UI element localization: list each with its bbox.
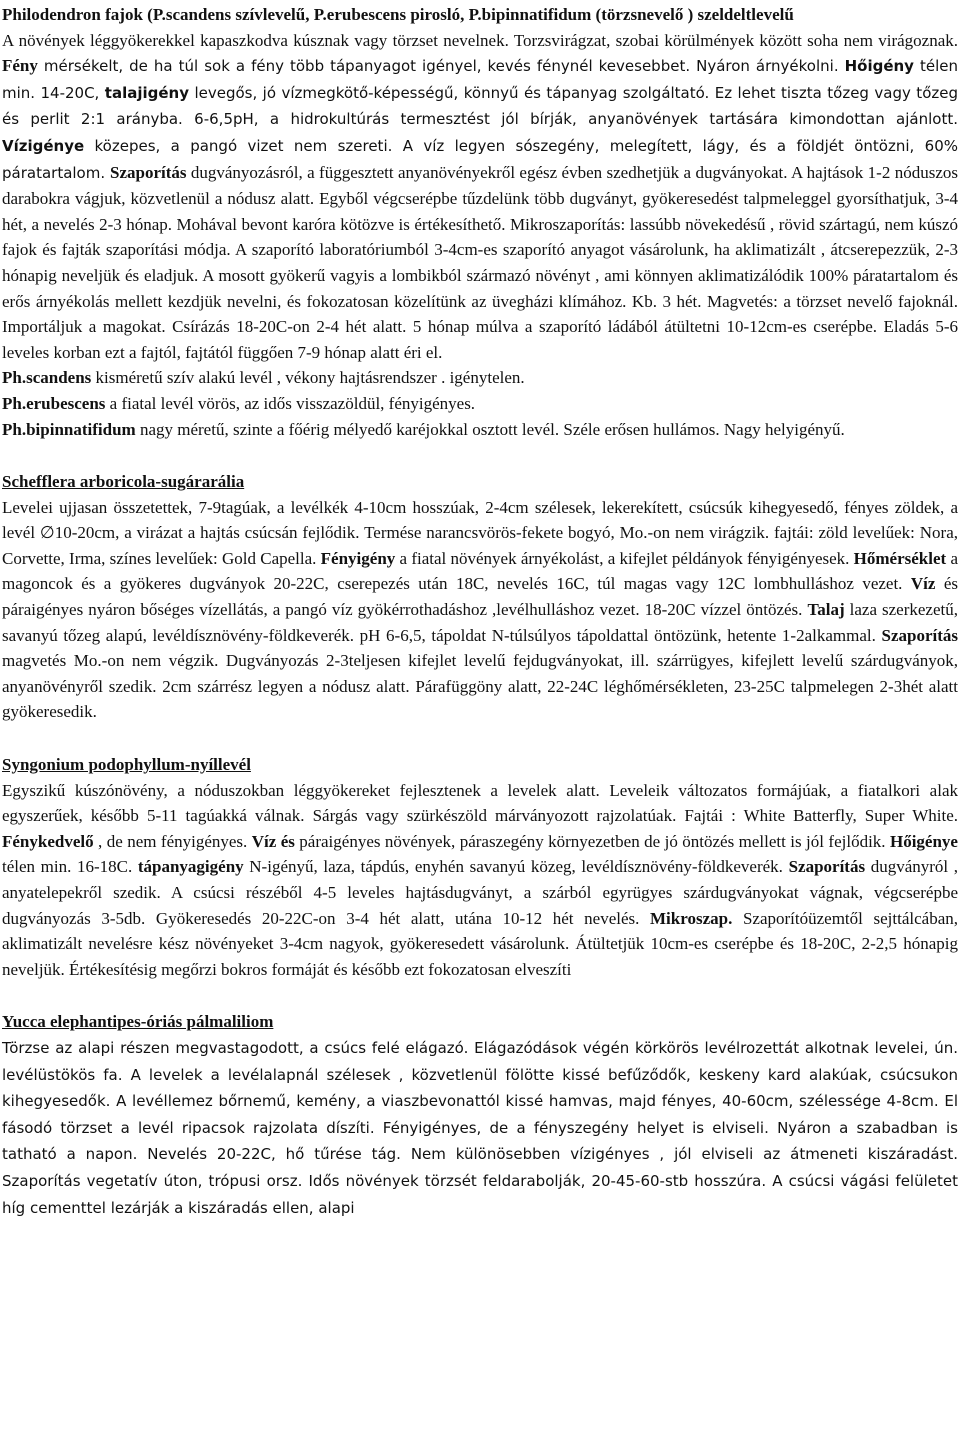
text-run: nagy méretű, szinte a főérig mélyedő karéjokkal osztott levél. Széle erősen hullámos. Nagy helyigényű.: [135, 419, 845, 439]
label-ph-scandens: Ph.scandens: [2, 368, 92, 388]
text-run: Törzse az alapi részen megvastagodott, a csúcs felé elágazó. Elágazódások végén körkörös levélrozettát alkotnak levelei, ún. levélüstökös fa. A levelek a levélalapnál szélesek , közvetlenül fölötte kissé befűződők, keskeny kard alakúak, csúcsukon kihegyesedők. A levéllemez bőrnemű, kemény, a viaszbevonattól kissé hamvas, majd fényes, 40-60cm, szélessége 4-8cm. El fásodó törzset a levél ripacsok rajzolata díszíti. Fényigényes, de a fényszegény helyet is elviseli. Nyáron a szabadban is tatható a napon. Nevelés 20-22C, hő tűrése tág. Nem különösebben vízigényes , jól elviseli az átmeneti kiszáradást. Szaporítás vegetatív úton, trópusi orsz. Idős növények törzsét feldarabolják, 20-45-60-stb hosszúra. A csúcsi vágási felületet híg cementtel lezárják a kiszáradás ellen, alapi: [2, 1038, 958, 1217]
paragraph-philodendron-main: [2, 28, 958, 366]
paragraph-syngonium: [2, 778, 958, 983]
label-viz-es: Víz és: [251, 831, 295, 851]
label-mikroszap: Mikroszap.: [650, 908, 733, 928]
label-szaporitas: Szaporítás: [788, 857, 866, 877]
text-run: télen min. 16-18C.: [2, 857, 138, 877]
label-homerseklet: Hőmérséklet: [853, 548, 947, 568]
label-szaporitas: Szaporítás: [881, 625, 958, 645]
section-spacer: [2, 725, 958, 752]
label-talajigeny: talajigény: [104, 83, 189, 102]
paragraph-ph-scandens: [2, 365, 958, 391]
section-yucca: [2, 1009, 958, 1221]
text-run: páraigényes növények, páraszegény környezetben de jó öntözés mellett is jól fejlődik.: [294, 831, 890, 851]
text-run: dugványozásról, a függesztett anyanövényekről egész évben szedhetjük a dugványokat. A hajtások 1-2 nóduszos darabokra vágjuk, közvetlenül a nódusz alatt. Egyből végcserépbe tűzdelünk több dugványt, gyökeresedést talpmeleggel gyorsíthatjuk, 3-4 hét, a nevelés 2-3 hónap. Mohával bevont karóra kötözve is értékesíthető. Mikroszaporítás: lassúbb növekedésű , rövid szártagú, nem kúszó fajok és fajták szaporítási módja. A szaporító laboratóriumból 3-4cm-es szaporító anyagot vásárolunk, ha aklimatizált , átcserepezzük, 2-3 hónapig neveljük és eladjuk. A mosott gyökerű vagyis a lombikból származó növényt , ami könnyen aklimatizálódik 100% páratartalom és erős árnyékolás mellett kezdjük nevelni, és fokozatosan közelítünk az üvegházi klímához. Kb. 3 hét. Magvetés: a törzset nevelő fajoknál. Importáljuk a magokat. Csírázás 18-20C-on 2-4 hét alatt. 5 hónap múlva a szaporító ládából átültetni 10-12cm-es cserépbe. Eladás 5-6 leveles korban ezt a fajtól, fajtától függően 7-9 hónap alatt éri el.: [2, 162, 958, 362]
label-viz: Víz: [910, 574, 936, 594]
label-talaj: Talaj: [807, 600, 845, 620]
section-philodendron: [2, 2, 958, 442]
text-run: a fiatal levél vörös, az idős visszazöldül, fényigényes.: [105, 393, 476, 413]
label-feny: Fény: [2, 56, 38, 76]
text-run: , de nem fényigényes.: [93, 831, 252, 851]
section-title-philodendron: Philodendron fajok (P.scandens szívlevelű, P.erubescens pirosló, P.bipinnatifidum (törzsnevelő ) szeldeltlevelű: [2, 5, 794, 24]
text-run: A növények léggyökerekkel kapaszkodva kúsznak vagy törzset nevelnek. Torzsvirágzat, szobai körülmények között soha nem virágoznak.: [2, 30, 958, 50]
label-tapanyagigeny: tápanyagigény: [137, 857, 244, 877]
label-vizigenye: Vízigénye: [2, 136, 85, 155]
label-hoigenye: Hőigénye: [889, 831, 958, 851]
section-schefflera: [2, 469, 958, 725]
text-run: levegős, jó vízmegkötő-képességű, könnyű és tápanyag szolgáltató. Ez lehet tiszta tőzeg vagy tőzeg és perlit 2:1 arányba. 6-6,5pH, a hidrokultúrás termesztést jól bírják, anyanövények tartására kimondottan ajánlott.: [2, 83, 958, 129]
text-run: Egyszikű kúszónövény, a nóduszokban léggyökereket fejlesztenek a levelek alatt. Leveleik változatos formájúak, a fiatalkori alak egyszerűek, később 5-11 tagúakká válnak. Sárgás vagy szürkészöld márványozott rajzolatúak. Fajtái : White Batterfly, Super White.: [2, 780, 958, 826]
paragraph-ph-bipinnatifidum: [2, 417, 958, 443]
section-spacer: [2, 982, 958, 1009]
label-szaporitas: Szaporítás: [110, 162, 187, 182]
text-run: közepes, a pangó vizet nem szereti. A víz legyen sószegény, melegített, lágy, és a földjét öntözni, 60% páratartalom.: [2, 136, 958, 182]
paragraph-schefflera: [2, 495, 958, 725]
label-fenyigeny: Fényigény: [320, 548, 396, 568]
text-run: és páraigényes nyáron bőséges vízellátás, a pangó víz gyökérrothadáshoz ,levélhulláshoz vezet. 18-20C vízzel öntözés.: [2, 574, 958, 620]
text-run: a fiatal növények árnyékolást, a kifejlet példányok fényigényesek.: [395, 548, 854, 568]
section-heading-schefflera: Schefflera arboricola-sugárarália: [2, 472, 245, 492]
paragraph-yucca: [2, 1035, 958, 1221]
text-run: dugványról , anyatelepekről szedik. A csúcsi részéből 4-5 leveles hajtásdugványt, a szárból egyrügyes szárdugványokat vágnak, végcserépbe dugványozás 3-5db. Gyökeresedés 20-22C-on 3-4 hét alatt, utána 10-12 hét nevelés.: [2, 857, 958, 928]
label-fenykedvelo: Fénykedvelő: [2, 831, 94, 851]
text-run: mérsékelt, de ha túl sok a fény több tápanyagot igényel, kevés fénynél kevesebbet. Nyáron árnyékolni.: [37, 57, 845, 76]
paragraph-ph-erubescens: [2, 391, 958, 417]
text-run: N-igényű, laza, tápdús, enyhén savanyú közeg, levéldísznövény-földkeverék.: [243, 857, 789, 877]
section-syngonium: [2, 752, 958, 982]
section-heading-yucca: Yucca elephantipes-óriás pálmaliliom: [2, 1012, 274, 1032]
label-ph-bipinnatifidum: Ph.bipinnatifidum: [2, 419, 136, 439]
label-hoigeny: Hőigény: [844, 57, 914, 76]
text-run: kisméretű szív alakú levél , vékony hajtásrendszer . igénytelen.: [91, 368, 525, 388]
section-spacer: [2, 442, 958, 469]
text-run: Szaporítóüzemtől sejttálcában, aklimatizált nevelésre kész növényeket 3-4cm nagyok, gyökeresedett vásárolunk. Átültetjük 10cm-es cserépbe és 18-20C, 2-2,5 hónapig neveljük. Értékesítésig megőrzi bokros formáját és később ezt fokozatosan elveszíti: [2, 908, 958, 979]
section-heading-syngonium: Syngonium podophyllum-nyíllevél: [2, 755, 251, 775]
text-run: magvetés Mo.-on nem végzik. Dugványozás 2-3teljesen kifejlet levelű fejdugványokat, ill. szárrügyes, kifejlett levelű szárdugványok, anyanövényről szedik. 2cm szárrész legyen a nódusz alatt. Párafüggöny alatt, 22-24C léghőmérsékleten, 23-25C talpmelegen 2-3hét alatt gyökeresedik.: [2, 651, 958, 722]
label-ph-erubescens: Ph.erubescens: [2, 393, 106, 413]
text-run: Levelei ujjasan összetettek, 7-9tagúak, a levélkék 4-10cm hosszúak, 2-4cm szélesek, lekerekített, csúcsúk kihegyesedő, fényes zöldek, a levél ∅10-20cm, a virázat a hajtás csúcsán fejlődik. Termése narancsvörös-fekete bogyó, Mo.-on nem virágzik. fajtái: zöld levelűek: Nora, Corvette, Irma, színes levelűek: Gold Capella.: [2, 497, 958, 568]
text-run: a magoncok és a gyökeres dugványok 20-22C, cserepezés után 18C, nevelés 16C, túl magas vagy 12C lombhulláshoz vezet.: [2, 548, 959, 594]
text-run: télen min. 14-20C,: [2, 57, 958, 102]
text-run: laza szerkezetű, savanyú tőzeg alapú, levéldísznövény-földkeverék. pH 6-6,5, tápoldat N-túlsúlyos tápoldattal öntözünk, hetente 1-2alkammal.: [2, 600, 958, 645]
